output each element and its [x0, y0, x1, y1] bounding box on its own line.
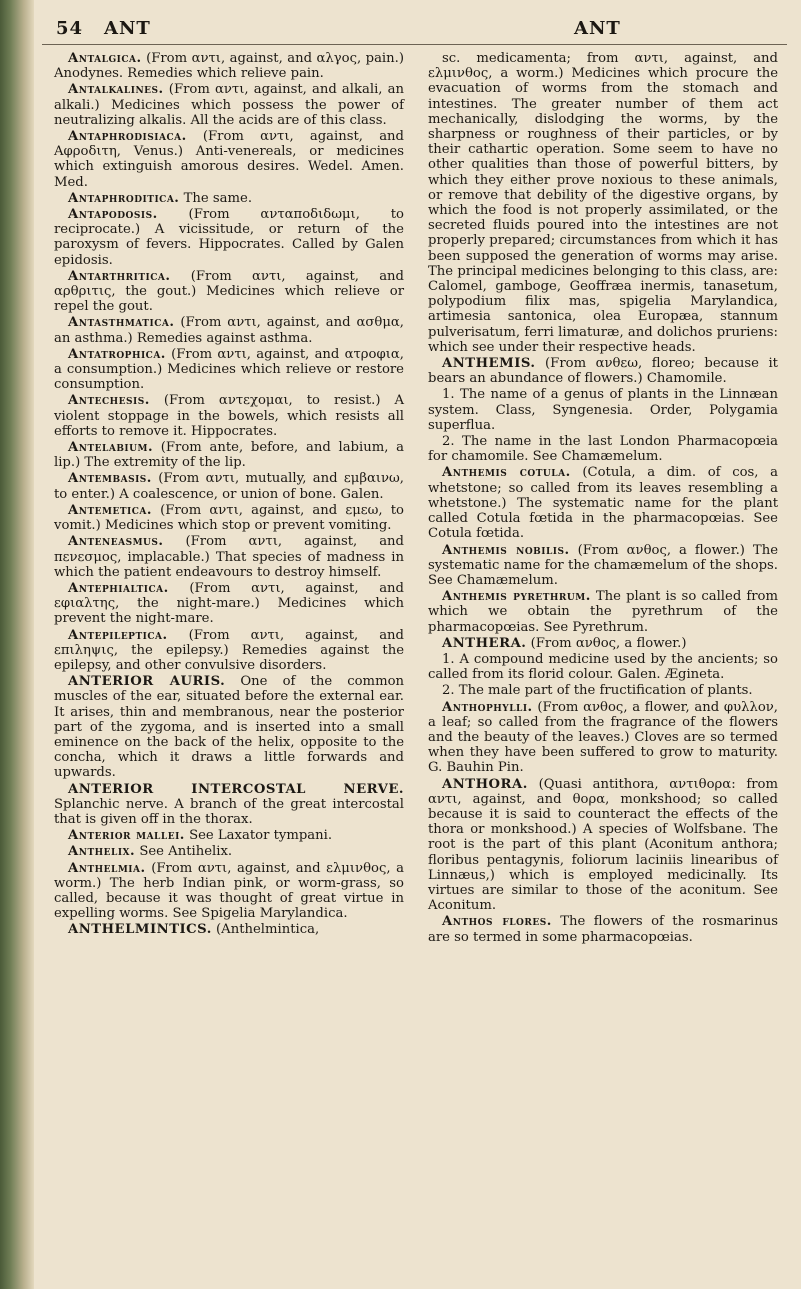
entry-text: (From αντι, against, and αλγος, pain.) Anodynes. Remedies which relieve pain. [54, 51, 404, 82]
entry-text: (Quasi antithora, αντιθορα: from αντι, against, and θορα, monkshood; so called because it is said to counteract the effects of the thora or monkshood.) A species of Wolfsbane. The root is the part of this plant (Aconitum anthora; floribus pentagynis, foliorum laciniis linearibus of Linnæus,) which is employed medicinally. Its virtues are similar to those of the aconitum. See Aconitum. [428, 776, 778, 914]
entry-text: (Cotula, a dim. of cos, a whetstone; so called from its leaves resembling a whetstone.) The systematic name for the plant called Cotula fœtida in the pharmacopœias. See Cotula fœtida. [428, 465, 778, 542]
entry-headword: Antelabium. [68, 440, 154, 456]
dictionary-entry [54, 782, 404, 828]
dictionary-entry [54, 315, 404, 345]
entry-text: (From αντι, against, and επιληψις, the epilepsy.) Remedies against the epilepsy, and other convulsive disorders. [54, 627, 404, 673]
entry-headword: Antembasis. [68, 471, 152, 487]
dictionary-entry [428, 652, 778, 682]
page-header [42, 8, 787, 45]
entry-headword: Antepileptica. [68, 627, 168, 643]
dictionary-entry [54, 393, 404, 439]
page-columns [42, 51, 787, 946]
dictionary-entry [428, 700, 778, 776]
dictionary-entry [54, 503, 404, 533]
entry-text: (From ανθος, a flower, and φυλλον, a leaf; so called from the fragrance of the flowers and the beauty of the leaves.) Cloves are so termed when they have been suffered to grow to maturity. G. Bauhin Pin. [428, 699, 778, 776]
dictionary-entry [428, 636, 778, 651]
dictionary-entry [54, 440, 404, 470]
entry-headword: Antasthmatica. [68, 315, 175, 331]
entry-text: The plant is so called from which we obtain the pyrethrum of the pharmacopœias. See Pyrethrum. [428, 589, 778, 635]
entry-text: (From αντι, against, and πενεσμος, implacable.) That species of madness in which the patient endeavours to destroy himself. [54, 534, 404, 580]
entry-headword: ANTHEMIS. [442, 356, 536, 372]
dictionary-entry [54, 129, 404, 190]
entry-text: (From αντι, against, and ελμινθος, a worm.) The herb Indian pink, or worm-grass, so called, because it was thought of great virtue in expelling worms. See Spigelia Marylandica. [54, 860, 404, 922]
dictionary-entry [54, 51, 404, 81]
entry-headword: Antapodosis. [68, 207, 158, 223]
entry-headword: Anthemis pyrethrum. [442, 589, 591, 605]
dictionary-entry [428, 914, 778, 944]
book-binding-edge [0, 0, 34, 1289]
entry-headword: Antalgica. [68, 51, 142, 66]
running-head-left: ANT [104, 18, 151, 39]
dictionary-entry [54, 674, 404, 780]
dictionary-entry [428, 356, 778, 386]
dictionary-entry [54, 922, 404, 937]
entry-headword: ANTHORA. [442, 776, 528, 792]
entry-text: 1. The name of a genus of plants in the Linnæan system. Class, Syngenesia. Order, Polygamia superflua. [428, 387, 778, 433]
entry-headword: Antatrophica. [68, 346, 166, 362]
entry-headword: Anthelix. [68, 844, 136, 860]
entry-text: (From ante, before, and labium, a lip.) The extremity of the lip. [54, 440, 404, 471]
dictionary-entry [54, 844, 404, 859]
page-number: 54 [56, 18, 84, 39]
dictionary-entry [428, 543, 778, 589]
entry-text: (From αντι, against, and αρθριτις, the gout.) Medicines which relieve or repel the gout. [54, 268, 404, 315]
right-column [428, 51, 778, 946]
dictionary-entry [428, 51, 778, 355]
entry-text: (From αντι, against, and ασθμα, an asthma.) Remedies against asthma. [54, 315, 404, 346]
entry-headword: Antechesis. [68, 393, 150, 409]
entry-text: (From αντι, mutually, and εμβαινω, to enter.) A coalescence, or union of bone. Galen. [54, 471, 405, 502]
entry-text: The same. [183, 190, 253, 206]
entry-headword: Anthelmia. [68, 860, 146, 876]
book-page [42, 8, 787, 1280]
entry-text: (From ανταποδιδωμι, to reciprocate.) A vicissitude, or return of the paroxysm of fevers. Hippocrates. Called by Galen epidosis. [54, 207, 404, 268]
entry-headword: Anthos flores. [442, 914, 552, 930]
dictionary-entry [54, 628, 404, 674]
entry-headword: Antalkalines. [68, 82, 164, 98]
entry-headword: ANTHERA. [442, 635, 527, 651]
entry-headword: Anterior mallei. [68, 828, 185, 844]
entry-text: (Anthelmintica, [216, 922, 320, 938]
entry-text: 2. The male part of the fructification of plants. [442, 683, 753, 699]
entry-text: (From ανθος, a flower.) [530, 635, 687, 651]
left-column [54, 51, 404, 946]
entry-headword: Anteneasmus. [68, 534, 164, 550]
dictionary-entry [428, 387, 778, 433]
dictionary-entry [54, 269, 404, 315]
entry-headword: ANTERIOR INTERCOSTAL NERVE. [68, 781, 404, 797]
entry-text: 1. A compound medicine used by the ancients; so called from its florid colour. Galen. Ægineta. [428, 651, 778, 683]
dictionary-entry [54, 581, 404, 627]
entry-headword: Antaphrodisiaca. [68, 129, 187, 145]
entry-headword: Anthemis cotula. [442, 465, 571, 481]
entry-text: The flowers of the rosmarinus are so termed in some pharmacopœias. [428, 914, 778, 945]
entry-text: (From αντι, against, and εφιαλτης, the night-mare.) Medicines which prevent the night-mare. [54, 580, 404, 627]
entry-headword: Antephialtica. [68, 580, 169, 596]
entry-headword: Antarthritica. [68, 268, 171, 284]
entry-text: (From αντι, against, and ατροφια, a consumption.) Medicines which relieve or restore consumption. [54, 346, 404, 393]
entry-text: (From αντεχομαι, to resist.) A violent stoppage in the bowels, which resists all efforts to remove it. Hippocrates. [54, 393, 404, 439]
entry-headword: ANTHELMINTICS. [68, 922, 212, 938]
dictionary-entry [54, 471, 404, 501]
entry-headword: Anthophylli. [442, 699, 533, 715]
dictionary-entry [428, 589, 778, 635]
dictionary-entry [428, 465, 778, 541]
entry-text: Splanchic nerve. A branch of the great intercostal that is given off in the thorax. [54, 796, 404, 827]
dictionary-entry [54, 191, 404, 206]
entry-text: One of the common muscles of the ear, situated before the external ear. It arises, thin and membranous, near the posterior part of the zygoma, and is inserted into a small eminence on the back of the helix, opposite to the concha, which it draws a little forwards and upwards. [54, 674, 405, 781]
entry-text: (From ανθος, a flower.) The systematic name for the chamæmelum of the shops. See Chamæmelum. [428, 542, 778, 588]
dictionary-entry [428, 683, 778, 698]
dictionary-entry [54, 828, 404, 843]
dictionary-entry [54, 82, 404, 128]
entry-headword: Antaphroditica. [68, 190, 180, 206]
dictionary-entry [428, 777, 778, 914]
entry-text: (From αντι, against, and Αφροδιτη, Venus.) Anti-venereals, or medicines which extinguish amorous desires. Wedel. Amen. Med. [54, 129, 404, 190]
entry-headword: ANTERIOR AURIS. [68, 674, 226, 690]
entry-text: 2. The name in the last London Pharmacopœia for chamomile. See Chamæmelum. [428, 434, 778, 465]
dictionary-entry [54, 861, 404, 922]
entry-headword: Antemetica. [68, 502, 152, 518]
entry-text: (From αντι, against, and alkali, an alkali.) Medicines which possess the power of neutralizing alkalis. All the acids are of this class. [54, 82, 404, 128]
dictionary-entry [54, 207, 404, 268]
dictionary-entry [54, 534, 404, 580]
entry-text: (From αντι, against, and εμεω, to vomit.) Medicines which stop or prevent vomiting. [54, 502, 404, 534]
entry-text: (From ανθεω, floreo; because it bears an abundance of flowers.) Chamomile. [428, 356, 778, 387]
running-head-right: ANT [574, 18, 621, 39]
entry-text: See Laxator tympani. [189, 828, 333, 844]
entry-text: See Antihelix. [139, 844, 233, 860]
entry-text: sc. medicamenta; from αντι, against, and ελμινθος, a worm.) Medicines which procure the evacuation of worms from the stomach and intestines. The greater number of them act mechanically, dislodging the worms, by the sharpness or roughness of their particles, or by their cathartic operation. Some seem to have no other qualities than those of powerful bitters, by which they either prove noxious to these animals, or remove that debility of the digestive organs, by which the food is not properly assimilated, or the secreted fluids poured into the intestines are not properly prepared; circumstances from which it has been supposed the generation of worms may arise. The principal medicines belonging to this class, are: Calomel, gamboge, Geoffræa inermis, tanasetum, polypodium filix mas, spigelia Marylandica, artimesia santonica, olea Europæa, stannum pulverisatum, ferri limaturæ, and dolichos pruriens: which see under their respective heads. [428, 51, 778, 355]
entry-headword: Anthemis nobilis. [442, 542, 570, 558]
dictionary-entry [428, 434, 778, 464]
dictionary-entry [54, 347, 404, 393]
